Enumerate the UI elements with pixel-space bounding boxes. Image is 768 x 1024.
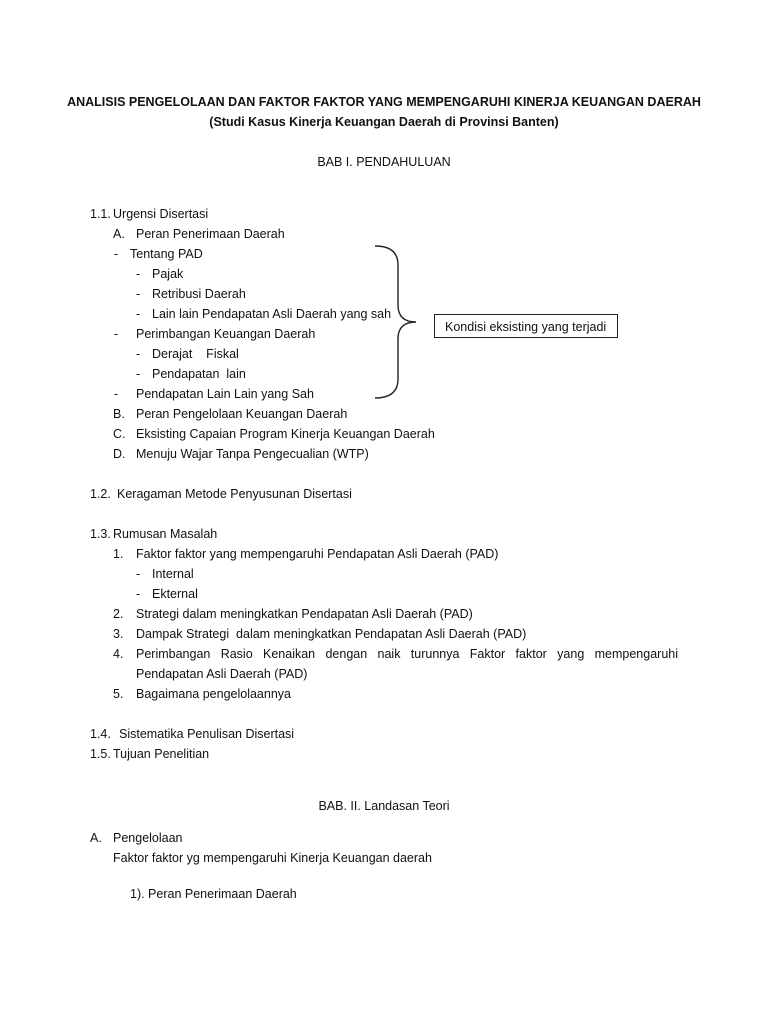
section-number-1-2: 1.2. — [90, 487, 111, 501]
document-title: ANALISIS PENGELOLAAN DAN FAKTOR FAKTOR YANG MEMPENGARUHI KINERJA KEUANGAN DAERAH — [67, 95, 701, 109]
list-item-dampak-strategi: Dampak Strategi dalam meningkatkan Pendapatan Asli Daerah (PAD) — [136, 627, 527, 641]
list-marker: - — [114, 387, 119, 401]
list-item-peran-penerimaan-bab2: 1). Peran Penerimaan Daerah — [130, 887, 297, 901]
list-marker: 5. — [113, 687, 124, 701]
list-item-strategi: Strategi dalam meningkatkan Pendapatan Asli Daerah (PAD) — [136, 607, 473, 621]
list-marker: A. — [90, 831, 102, 845]
section-title-1-1: Urgensi Disertasi — [113, 207, 209, 221]
list-item-perimbangan-rasio-cont: Pendapatan Asli Daerah (PAD) — [136, 667, 308, 681]
list-item-faktor-pad: Faktor faktor yang mempengaruhi Pendapatan Asli Daerah (PAD) — [136, 547, 499, 561]
list-marker: 4. — [113, 647, 124, 661]
list-item-perimbangan-rasio: Perimbangan Rasio Kenaikan dengan naik turunnya Faktor faktor yang mempengaruhi — [136, 647, 678, 661]
list-item-pendapatan-lain-sah: Pendapatan Lain Lain yang Sah — [136, 387, 314, 401]
list-marker: - — [136, 347, 141, 361]
list-marker: - — [136, 367, 141, 381]
chapter-heading-bab1: BAB I. PENDAHULUAN — [317, 155, 451, 169]
section-title-1-4: Sistematika Penulisan Disertasi — [119, 727, 295, 741]
document-subtitle: (Studi Kasus Kinerja Keuangan Daerah di Provinsi Banten) — [209, 115, 559, 129]
list-item-lain-lain-pad: Lain lain Pendapatan Asli Daerah yang sah — [152, 307, 392, 321]
list-item-eksisting-capaian: Eksisting Capaian Program Kinerja Keuangan Daerah — [136, 427, 435, 441]
list-item-tentang-pad: Tentang PAD — [130, 247, 203, 261]
chapter-heading-bab2: BAB. II. Landasan Teori — [318, 799, 450, 813]
list-marker: 3. — [113, 627, 124, 641]
section-number-1-5: 1.5. — [90, 747, 111, 761]
curly-brace-icon — [370, 243, 424, 401]
section-title-1-5: Tujuan Penelitian — [113, 747, 210, 761]
section-number-1-4: 1.4. — [90, 727, 111, 741]
list-marker: A. — [113, 227, 125, 241]
list-item-faktor-kinerja: Faktor faktor yg mempengaruhi Kinerja Keuangan daerah — [113, 851, 432, 865]
list-item-pajak: Pajak — [152, 267, 184, 281]
list-item-wtp: Menuju Wajar Tanpa Pengecualian (WTP) — [136, 447, 369, 461]
list-marker: - — [136, 587, 141, 601]
list-marker: - — [136, 287, 141, 301]
list-marker: C. — [113, 427, 126, 441]
list-item-internal: Internal — [152, 567, 194, 581]
list-marker: 2. — [113, 607, 124, 621]
section-number-1-1: 1.1. — [90, 207, 111, 221]
list-marker: - — [136, 307, 141, 321]
list-item-pendapatan-lain: Pendapatan lain — [152, 367, 246, 381]
list-marker: - — [114, 247, 119, 261]
list-marker: D. — [113, 447, 126, 461]
list-marker: - — [136, 267, 141, 281]
list-item-retribusi: Retribusi Daerah — [152, 287, 246, 301]
list-item-perimbangan: Perimbangan Keuangan Daerah — [136, 327, 316, 341]
list-item-pengelolaan-bab2: Pengelolaan — [113, 831, 183, 845]
list-item-pengelolaan: Bagaimana pengelolaannya — [136, 687, 291, 701]
list-marker: B. — [113, 407, 125, 421]
section-title-1-3: Rumusan Masalah — [113, 527, 218, 541]
list-marker: - — [136, 567, 141, 581]
list-marker: 1. — [113, 547, 124, 561]
annotation-box — [434, 314, 618, 338]
annotation-box-label: Kondisi eksisting yang terjadi — [445, 320, 607, 334]
list-marker: - — [114, 327, 119, 341]
list-item-peran-pengelolaan: Peran Pengelolaan Keuangan Daerah — [136, 407, 348, 421]
section-number-1-3: 1.3. — [90, 527, 111, 541]
list-item-peran-penerimaan: Peran Penerimaan Daerah — [136, 227, 285, 241]
section-title-1-2: Keragaman Metode Penyusunan Disertasi — [117, 487, 352, 501]
list-item-derajat-fiskal: Derajat Fiskal — [152, 347, 239, 361]
list-item-ekternal: Ekternal — [152, 587, 198, 601]
